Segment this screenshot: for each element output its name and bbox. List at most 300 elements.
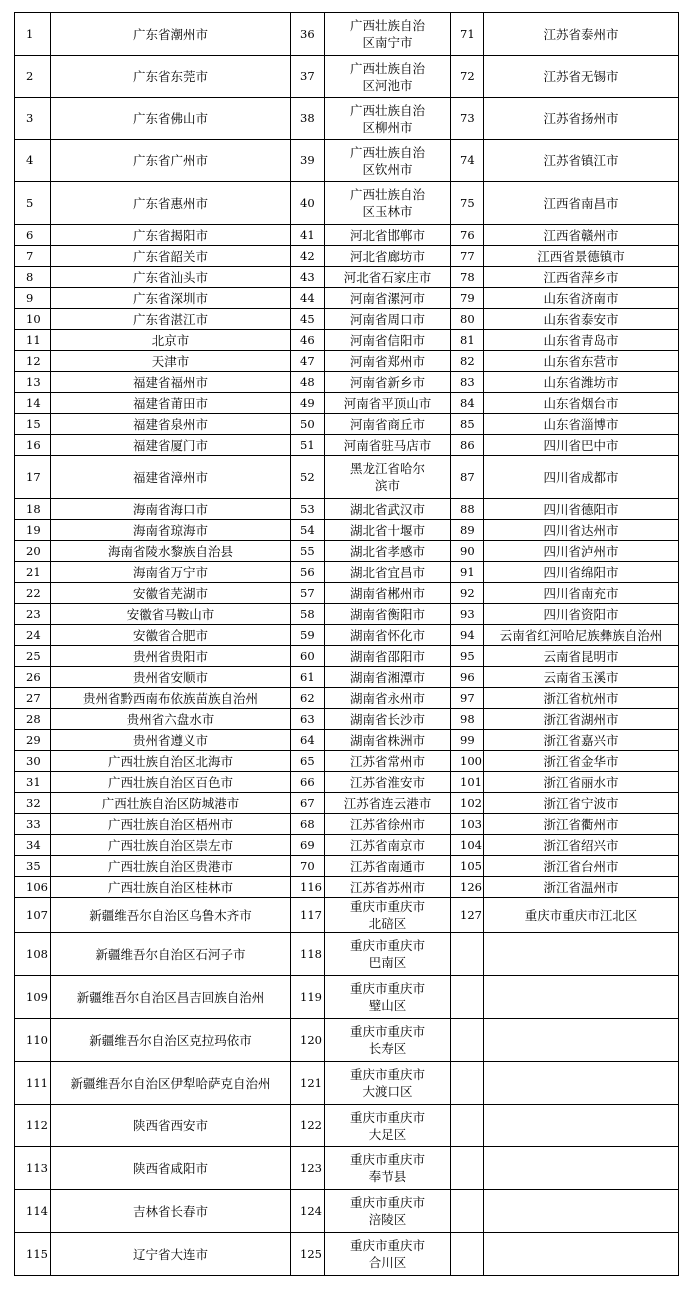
row-number: 96 — [451, 667, 484, 688]
table-row — [15, 772, 679, 793]
row-number: 118 — [291, 933, 325, 976]
city-name: 北京市 — [51, 330, 291, 351]
city-name — [484, 1062, 679, 1105]
city-name: 广东省惠州市 — [51, 182, 291, 225]
row-number: 30 — [15, 751, 51, 772]
table-row — [15, 1147, 679, 1190]
table-row — [15, 456, 679, 499]
row-number: 94 — [451, 625, 484, 646]
table-row — [15, 520, 679, 541]
city-name: 江西省景德镇市 — [484, 246, 679, 267]
city-name-line: 大渡口区 — [362, 1084, 413, 1099]
row-number: 124 — [291, 1190, 325, 1233]
row-number — [451, 1233, 484, 1276]
table-row — [15, 1105, 679, 1147]
city-name: 广西壮族自治区北海市 — [51, 751, 291, 772]
row-number: 98 — [451, 709, 484, 730]
city-name: 山东省济南市 — [484, 288, 679, 309]
city-name: 海南省陵水黎族自治县 — [51, 541, 291, 562]
row-number: 106 — [15, 877, 51, 898]
row-number — [451, 1105, 484, 1147]
row-number: 80 — [451, 309, 484, 330]
city-name: 重庆市重庆市江北区 — [484, 898, 679, 933]
table-row — [15, 372, 679, 393]
row-number: 41 — [291, 225, 325, 246]
row-number: 105 — [451, 856, 484, 877]
row-number: 45 — [291, 309, 325, 330]
row-number: 49 — [291, 393, 325, 414]
city-name: 安徽省芜湖市 — [51, 583, 291, 604]
row-number: 125 — [291, 1233, 325, 1276]
city-name: 广西壮族自治区贵港市 — [51, 856, 291, 877]
city-name-line: 重庆市重庆市 — [349, 981, 425, 996]
city-name: 福建省莆田市 — [51, 393, 291, 414]
city-name: 江苏省无锡市 — [484, 56, 679, 98]
row-number: 103 — [451, 814, 484, 835]
table-row — [15, 625, 679, 646]
row-number: 68 — [291, 814, 325, 835]
row-number: 55 — [291, 541, 325, 562]
row-number: 108 — [15, 933, 51, 976]
row-number: 56 — [291, 562, 325, 583]
city-name: 广东省佛山市 — [51, 98, 291, 140]
city-name: 福建省漳州市 — [51, 456, 291, 499]
row-number: 78 — [451, 267, 484, 288]
city-name — [325, 1147, 451, 1190]
city-name: 湖南省怀化市 — [325, 625, 451, 646]
row-number: 79 — [451, 288, 484, 309]
row-number: 114 — [15, 1190, 51, 1233]
row-number: 74 — [451, 140, 484, 182]
row-number: 18 — [15, 499, 51, 520]
city-name: 新疆维吾尔自治区伊犁哈萨克自治州 — [51, 1062, 291, 1105]
city-name: 贵州省贵阳市 — [51, 646, 291, 667]
city-name: 山东省东营市 — [484, 351, 679, 372]
city-name — [325, 140, 451, 182]
row-number: 73 — [451, 98, 484, 140]
city-name: 广东省潮州市 — [51, 13, 291, 56]
city-name — [484, 976, 679, 1019]
city-name: 福建省厦门市 — [51, 435, 291, 456]
city-name — [325, 1190, 451, 1233]
city-name: 福建省泉州市 — [51, 414, 291, 435]
row-number: 37 — [291, 56, 325, 98]
city-name: 湖南省郴州市 — [325, 583, 451, 604]
city-name-line: 重庆市重庆市 — [349, 1152, 425, 1167]
row-number: 16 — [15, 435, 51, 456]
city-name: 海南省万宁市 — [51, 562, 291, 583]
city-name: 广东省东莞市 — [51, 56, 291, 98]
city-name: 海南省琼海市 — [51, 520, 291, 541]
table-row — [15, 933, 679, 976]
city-name: 四川省资阳市 — [484, 604, 679, 625]
city-name: 河南省信阳市 — [325, 330, 451, 351]
city-name: 湖南省邵阳市 — [325, 646, 451, 667]
city-name: 河北省廊坊市 — [325, 246, 451, 267]
table-row — [15, 814, 679, 835]
table-row — [15, 667, 679, 688]
city-name-line: 璧山区 — [368, 998, 407, 1013]
row-number: 60 — [291, 646, 325, 667]
city-name: 河北省邯郸市 — [325, 225, 451, 246]
row-number: 23 — [15, 604, 51, 625]
row-number: 115 — [15, 1233, 51, 1276]
city-name: 四川省巴中市 — [484, 435, 679, 456]
city-list-document — [14, 12, 678, 1276]
city-name-line: 广西壮族自治 — [349, 60, 425, 76]
row-number: 83 — [451, 372, 484, 393]
row-number: 95 — [451, 646, 484, 667]
table-row — [15, 751, 679, 772]
table-row — [15, 877, 679, 898]
row-number: 123 — [291, 1147, 325, 1190]
table-row — [15, 435, 679, 456]
row-number: 1 — [15, 13, 51, 56]
city-name: 安徽省马鞍山市 — [51, 604, 291, 625]
city-name: 安徽省合肥市 — [51, 625, 291, 646]
row-number: 111 — [15, 1062, 51, 1105]
row-number: 66 — [291, 772, 325, 793]
city-name: 江苏省镇江市 — [484, 140, 679, 182]
city-name: 江苏省徐州市 — [325, 814, 451, 835]
row-number: 57 — [291, 583, 325, 604]
row-number: 86 — [451, 435, 484, 456]
table-row — [15, 604, 679, 625]
city-name: 新疆维吾尔自治区石河子市 — [51, 933, 291, 976]
city-name: 辽宁省大连市 — [51, 1233, 291, 1276]
city-name: 浙江省金华市 — [484, 751, 679, 772]
table-row — [15, 1062, 679, 1105]
city-name: 江苏省泰州市 — [484, 13, 679, 56]
city-name: 新疆维吾尔自治区昌吉回族自治州 — [51, 976, 291, 1019]
city-name-line: 重庆市重庆市 — [349, 1067, 425, 1082]
row-number: 104 — [451, 835, 484, 856]
row-number: 76 — [451, 225, 484, 246]
city-name: 广西壮族自治区桂林市 — [51, 877, 291, 898]
city-name: 浙江省绍兴市 — [484, 835, 679, 856]
row-number: 53 — [291, 499, 325, 520]
table-row — [15, 1019, 679, 1062]
row-number: 32 — [15, 793, 51, 814]
row-number: 113 — [15, 1147, 51, 1190]
table-row — [15, 288, 679, 309]
city-name: 河北省石家庄市 — [325, 267, 451, 288]
table-row — [15, 246, 679, 267]
city-name — [325, 1105, 451, 1147]
city-name: 海南省海口市 — [51, 499, 291, 520]
city-name: 江苏省苏州市 — [325, 877, 451, 898]
row-number: 59 — [291, 625, 325, 646]
row-number: 102 — [451, 793, 484, 814]
city-name-line: 重庆市重庆市 — [349, 899, 425, 914]
city-name: 河南省周口市 — [325, 309, 451, 330]
city-table — [14, 12, 679, 1276]
row-number: 10 — [15, 309, 51, 330]
city-name: 四川省泸州市 — [484, 541, 679, 562]
table-row — [15, 182, 679, 225]
city-name: 河南省商丘市 — [325, 414, 451, 435]
row-number: 43 — [291, 267, 325, 288]
city-name: 广东省湛江市 — [51, 309, 291, 330]
city-name — [484, 1019, 679, 1062]
row-number: 107 — [15, 898, 51, 933]
city-name: 贵州省安顺市 — [51, 667, 291, 688]
row-number: 82 — [451, 351, 484, 372]
table-row — [15, 730, 679, 751]
city-name: 广西壮族自治区崇左市 — [51, 835, 291, 856]
row-number: 47 — [291, 351, 325, 372]
city-name: 山东省青岛市 — [484, 330, 679, 351]
city-name: 浙江省温州市 — [484, 877, 679, 898]
row-number: 70 — [291, 856, 325, 877]
row-number: 65 — [291, 751, 325, 772]
row-number: 52 — [291, 456, 325, 499]
city-name: 河南省郑州市 — [325, 351, 451, 372]
row-number: 58 — [291, 604, 325, 625]
city-name: 江苏省南京市 — [325, 835, 451, 856]
row-number: 92 — [451, 583, 484, 604]
city-name: 云南省昆明市 — [484, 646, 679, 667]
row-number: 122 — [291, 1105, 325, 1147]
table-row — [15, 976, 679, 1019]
row-number: 2 — [15, 56, 51, 98]
row-number — [451, 933, 484, 976]
row-number: 87 — [451, 456, 484, 499]
city-name: 广东省韶关市 — [51, 246, 291, 267]
row-number: 12 — [15, 351, 51, 372]
city-name: 江西省赣州市 — [484, 225, 679, 246]
row-number: 3 — [15, 98, 51, 140]
city-name-line: 重庆市重庆市 — [349, 1024, 425, 1039]
city-name: 广东省汕头市 — [51, 267, 291, 288]
city-name — [325, 933, 451, 976]
table-row — [15, 562, 679, 583]
table-row — [15, 56, 679, 98]
city-name: 贵州省遵义市 — [51, 730, 291, 751]
city-name: 江苏省常州市 — [325, 751, 451, 772]
city-name: 广东省揭阳市 — [51, 225, 291, 246]
row-number: 50 — [291, 414, 325, 435]
city-name: 新疆维吾尔自治区乌鲁木齐市 — [51, 898, 291, 933]
city-name: 山东省泰安市 — [484, 309, 679, 330]
city-name: 江苏省南通市 — [325, 856, 451, 877]
row-number: 46 — [291, 330, 325, 351]
city-name: 河南省漯河市 — [325, 288, 451, 309]
row-number: 36 — [291, 13, 325, 56]
row-number: 33 — [15, 814, 51, 835]
city-name: 天津市 — [51, 351, 291, 372]
city-name-line: 重庆市重庆市 — [349, 938, 425, 953]
city-name: 贵州省黔西南布依族苗族自治州 — [51, 688, 291, 709]
city-name-line: 重庆市重庆市 — [349, 1195, 425, 1210]
row-number: 100 — [451, 751, 484, 772]
city-name: 四川省成都市 — [484, 456, 679, 499]
city-name: 江苏省淮安市 — [325, 772, 451, 793]
city-name-line: 广西壮族自治 — [349, 187, 425, 202]
city-name: 广东省深圳市 — [51, 288, 291, 309]
row-number: 31 — [15, 772, 51, 793]
table-row — [15, 646, 679, 667]
row-number: 34 — [15, 835, 51, 856]
table-row — [15, 351, 679, 372]
city-name: 四川省南充市 — [484, 583, 679, 604]
city-name-line: 奉节县 — [368, 1169, 407, 1184]
row-number: 26 — [15, 667, 51, 688]
row-number: 91 — [451, 562, 484, 583]
city-name — [325, 56, 451, 98]
row-number: 119 — [291, 976, 325, 1019]
row-number: 116 — [291, 877, 325, 898]
city-name-line: 广西壮族自治 — [349, 102, 425, 118]
city-name: 湖南省株洲市 — [325, 730, 451, 751]
city-name: 湖北省十堰市 — [325, 520, 451, 541]
city-name: 浙江省湖州市 — [484, 709, 679, 730]
row-number: 5 — [15, 182, 51, 225]
city-name-line: 重庆市重庆市 — [349, 1109, 425, 1125]
row-number: 8 — [15, 267, 51, 288]
row-number: 38 — [291, 98, 325, 140]
table-row — [15, 541, 679, 562]
city-name: 江西省萍乡市 — [484, 267, 679, 288]
city-name — [325, 898, 451, 933]
row-number: 19 — [15, 520, 51, 541]
city-name: 浙江省丽水市 — [484, 772, 679, 793]
row-number: 120 — [291, 1019, 325, 1062]
row-number: 99 — [451, 730, 484, 751]
row-number: 81 — [451, 330, 484, 351]
city-name: 浙江省嘉兴市 — [484, 730, 679, 751]
city-name — [325, 1062, 451, 1105]
row-number: 44 — [291, 288, 325, 309]
row-number: 20 — [15, 541, 51, 562]
city-name: 河南省驻马店市 — [325, 435, 451, 456]
row-number: 39 — [291, 140, 325, 182]
row-number: 97 — [451, 688, 484, 709]
table-row — [15, 835, 679, 856]
city-name: 湖南省长沙市 — [325, 709, 451, 730]
city-name: 云南省红河哈尼族彝族自治州 — [484, 625, 679, 646]
table-row — [15, 225, 679, 246]
city-name — [325, 1019, 451, 1062]
table-row — [15, 856, 679, 877]
row-number: 89 — [451, 520, 484, 541]
row-number: 29 — [15, 730, 51, 751]
table-row — [15, 793, 679, 814]
row-number: 42 — [291, 246, 325, 267]
row-number: 84 — [451, 393, 484, 414]
city-name — [484, 933, 679, 976]
row-number: 61 — [291, 667, 325, 688]
city-name: 江苏省连云港市 — [325, 793, 451, 814]
table-row — [15, 688, 679, 709]
city-name: 吉林省长春市 — [51, 1190, 291, 1233]
city-name-line: 区南宁市 — [362, 35, 413, 50]
row-number: 109 — [15, 976, 51, 1019]
table-row — [15, 330, 679, 351]
table-row — [15, 309, 679, 330]
city-name — [325, 13, 451, 56]
city-name-line: 区柳州市 — [362, 119, 413, 135]
city-name: 江苏省扬州市 — [484, 98, 679, 140]
city-name-line: 北碚区 — [368, 916, 407, 931]
city-name: 浙江省宁波市 — [484, 793, 679, 814]
city-name: 江西省南昌市 — [484, 182, 679, 225]
row-number: 28 — [15, 709, 51, 730]
row-number: 11 — [15, 330, 51, 351]
city-name: 浙江省杭州市 — [484, 688, 679, 709]
row-number: 63 — [291, 709, 325, 730]
row-number: 51 — [291, 435, 325, 456]
table-row — [15, 499, 679, 520]
row-number: 72 — [451, 56, 484, 98]
city-name — [325, 182, 451, 225]
city-name: 广东省广州市 — [51, 140, 291, 182]
table-row — [15, 267, 679, 288]
row-number: 21 — [15, 562, 51, 583]
row-number: 17 — [15, 456, 51, 499]
row-number — [451, 976, 484, 1019]
city-name: 湖南省永州市 — [325, 688, 451, 709]
city-name — [325, 1233, 451, 1276]
row-number: 88 — [451, 499, 484, 520]
city-name: 陕西省西安市 — [51, 1105, 291, 1147]
city-name-line: 滨市 — [374, 478, 400, 493]
row-number — [451, 1019, 484, 1062]
table-row — [15, 583, 679, 604]
city-name-line: 大足区 — [368, 1126, 407, 1142]
table-row — [15, 13, 679, 56]
row-number: 71 — [451, 13, 484, 56]
city-name-line: 区河池市 — [362, 77, 413, 93]
city-name: 山东省潍坊市 — [484, 372, 679, 393]
row-number: 48 — [291, 372, 325, 393]
city-name — [484, 1233, 679, 1276]
city-name: 云南省玉溪市 — [484, 667, 679, 688]
city-name — [484, 1105, 679, 1147]
city-name: 河南省新乡市 — [325, 372, 451, 393]
city-name: 贵州省六盘水市 — [51, 709, 291, 730]
table-row — [15, 898, 679, 933]
city-name: 浙江省台州市 — [484, 856, 679, 877]
city-name-line: 区玉林市 — [362, 204, 413, 219]
city-name-line: 区钦州市 — [362, 161, 413, 177]
table-row — [15, 140, 679, 182]
city-name: 广西壮族自治区百色市 — [51, 772, 291, 793]
city-name: 湖南省湘潭市 — [325, 667, 451, 688]
row-number: 126 — [451, 877, 484, 898]
city-name: 山东省淄博市 — [484, 414, 679, 435]
city-name: 福建省福州市 — [51, 372, 291, 393]
city-name — [484, 1147, 679, 1190]
table-row — [15, 393, 679, 414]
city-name: 四川省德阳市 — [484, 499, 679, 520]
row-number: 90 — [451, 541, 484, 562]
city-name: 湖北省武汉市 — [325, 499, 451, 520]
city-name-line: 合川区 — [368, 1255, 407, 1270]
table-row — [15, 98, 679, 140]
city-name: 广西壮族自治区防城港市 — [51, 793, 291, 814]
row-number: 9 — [15, 288, 51, 309]
row-number — [451, 1147, 484, 1190]
row-number: 22 — [15, 583, 51, 604]
table-row — [15, 414, 679, 435]
row-number: 77 — [451, 246, 484, 267]
city-name: 山东省烟台市 — [484, 393, 679, 414]
table-row — [15, 709, 679, 730]
row-number: 75 — [451, 182, 484, 225]
row-number: 85 — [451, 414, 484, 435]
row-number: 110 — [15, 1019, 51, 1062]
